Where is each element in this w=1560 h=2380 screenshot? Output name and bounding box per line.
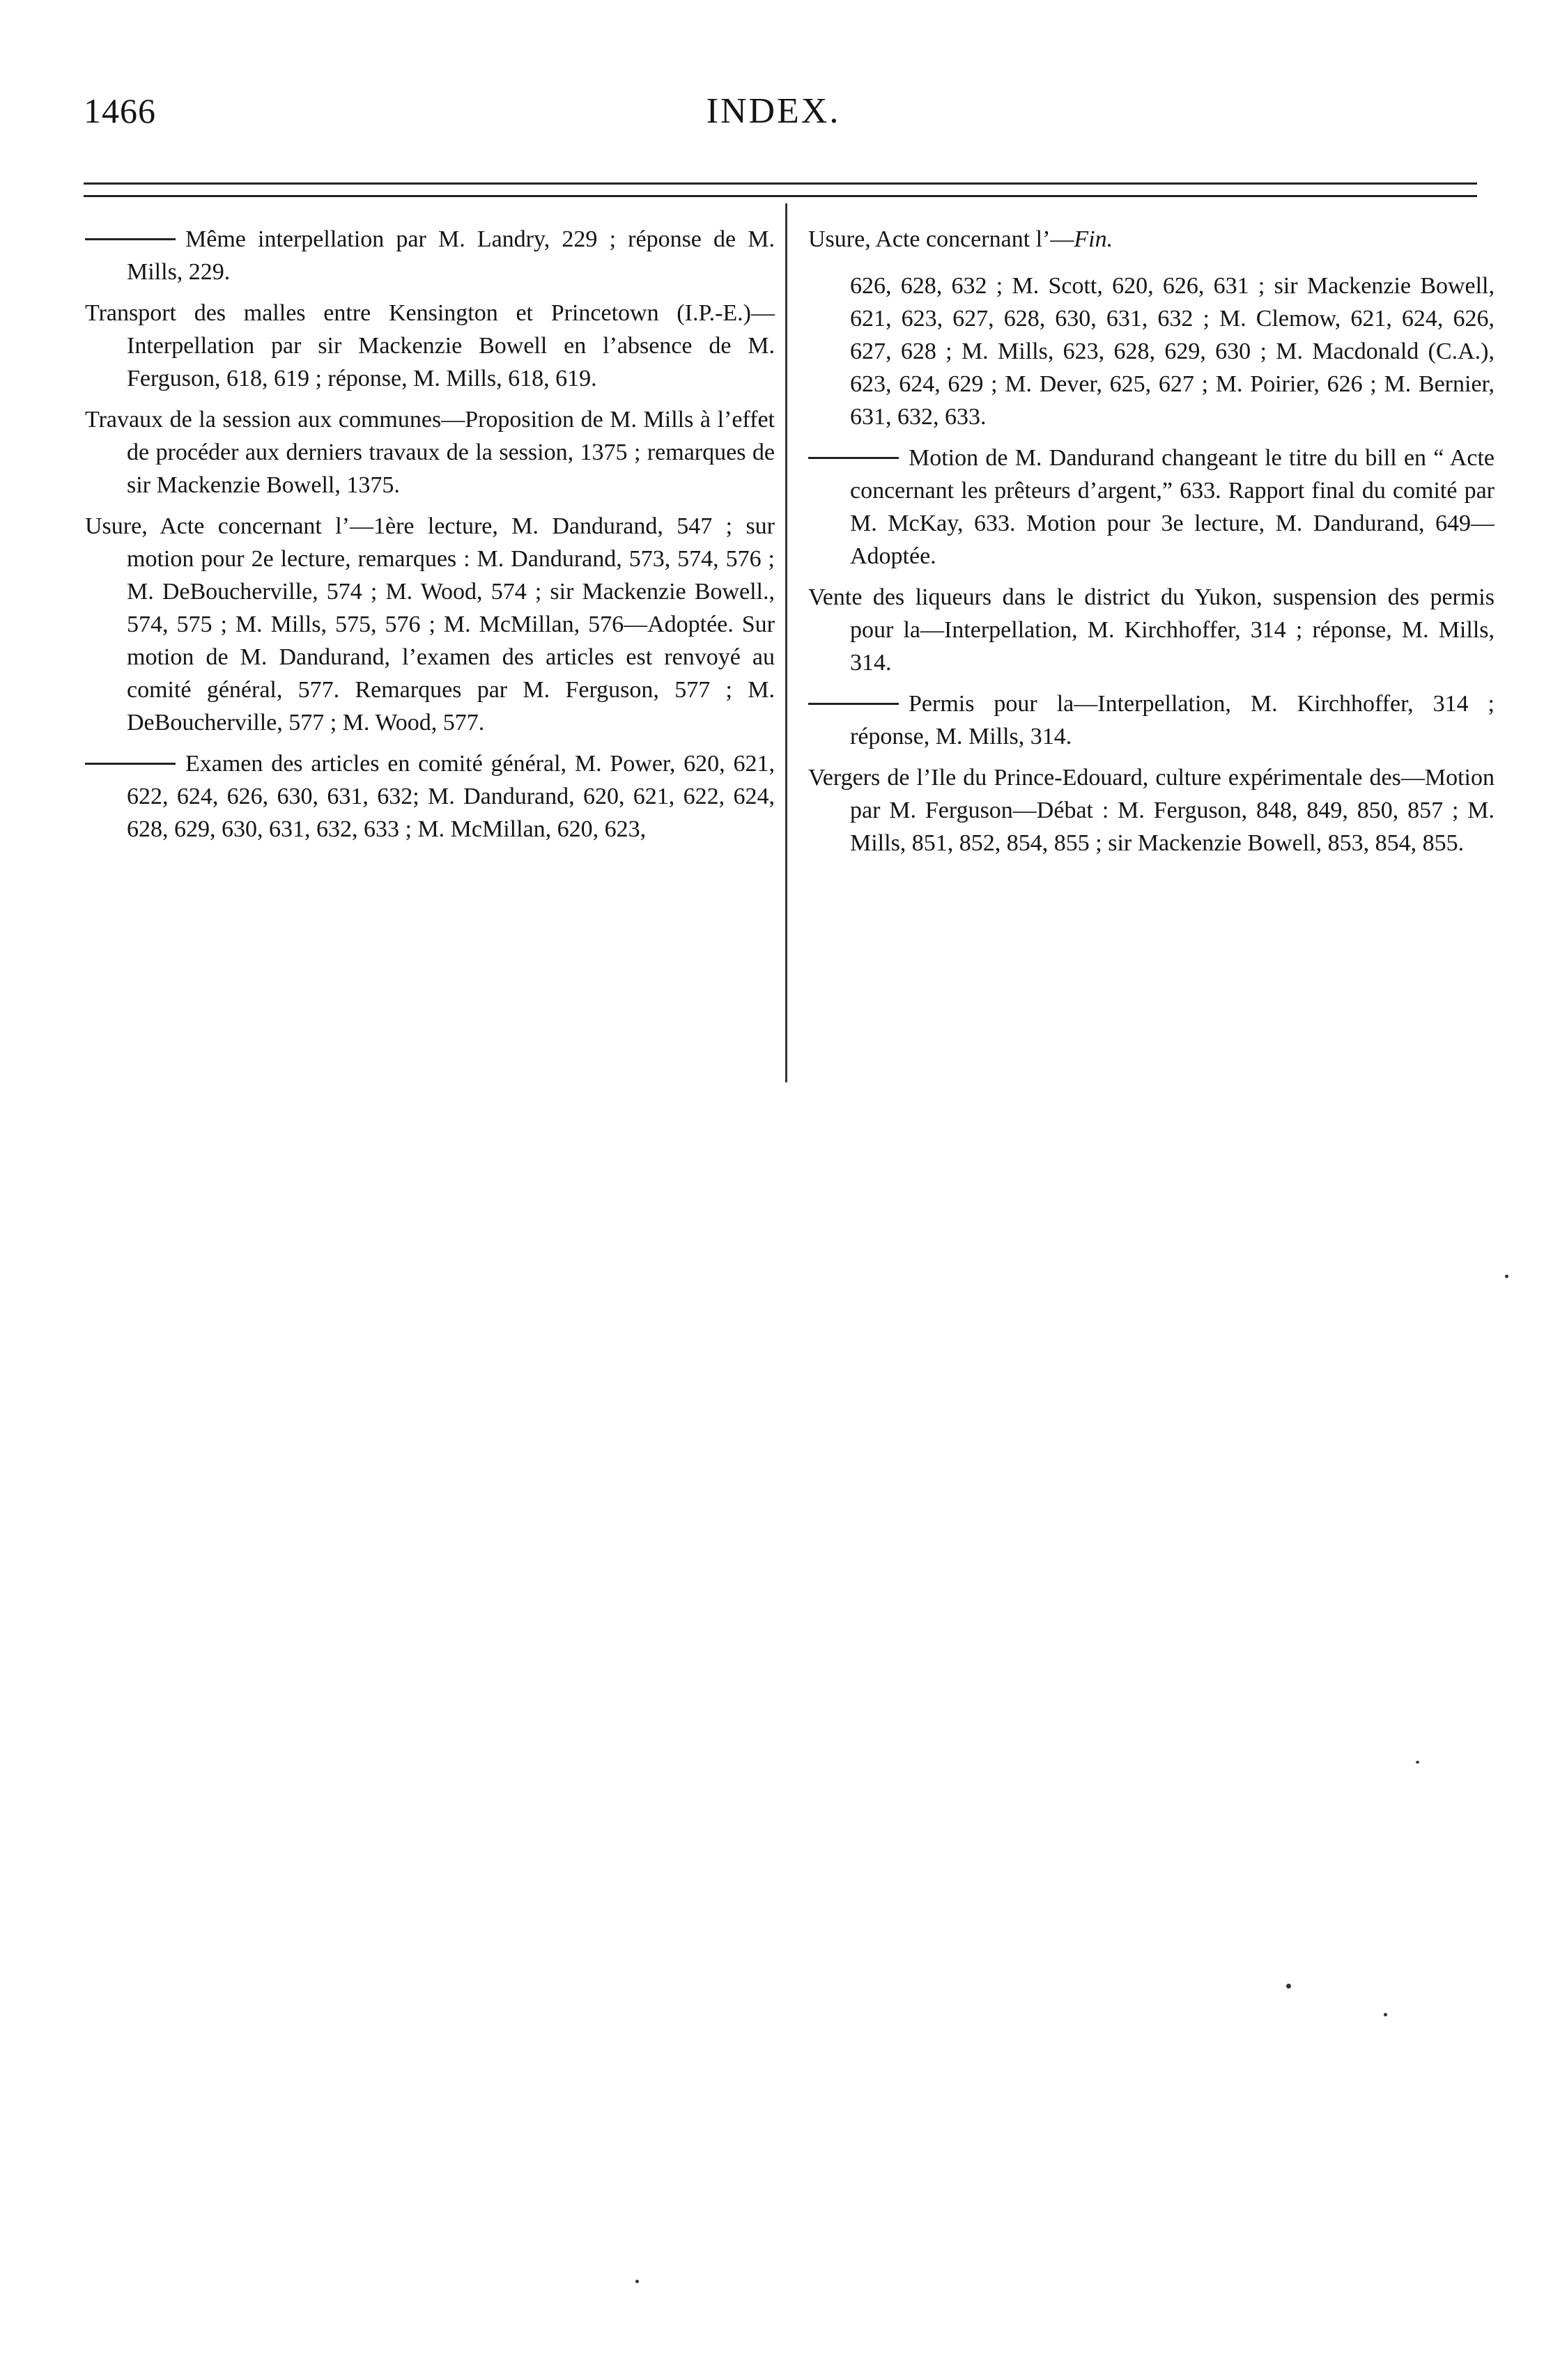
repeat-dash — [808, 703, 899, 705]
running-title: INDEX. — [706, 91, 841, 131]
index-entry — [85, 403, 775, 501]
header-rule-top — [84, 182, 1477, 185]
repeat-dash — [85, 238, 176, 240]
entry-text: Vente des liqueurs dans le district du Yukon, suspension des permis pour la—Interpellation, M. Kirchhoffer, 314 ; réponse, M. Mills, 314. — [808, 584, 1495, 676]
entry-text: Même interpellation par M. Landry, 229 ; réponse de M. Mills, 229. — [127, 226, 775, 285]
continuation-heading — [808, 223, 1495, 256]
scan-speck — [635, 2280, 639, 2283]
column-divider — [785, 203, 787, 1082]
entry-text: Vergers de l’Ile du Prince-Edouard, culture expérimentale des—Motion par M. Ferguson—Débat : M. Ferguson, 848, 849, 850, 857 ; M. Mills, 851, 852, 854, 855 ; sir Mackenzie Bowell, 853, 854, 855. — [808, 765, 1495, 856]
entry-text: Motion de M. Dandurand changeant le titre du bill en “ Acte concernant les prêteurs d’argent,” 633. Rapport final du comité par M. McKay, 633. Motion pour 3e lecture, M. Dandurand, 649—Adoptée. — [850, 445, 1495, 569]
repeat-dash — [85, 763, 176, 765]
index-entry — [808, 581, 1495, 679]
index-subentry — [808, 687, 1495, 753]
header-rule-bottom — [84, 195, 1477, 197]
scan-speck — [1505, 1275, 1508, 1278]
left-column — [85, 223, 775, 854]
entry-text: 626, 628, 632 ; M. Scott, 620, 626, 631 ; sir Mackenzie Bowell, 621, 623, 627, 628, 630, 631, 632 ; M. Clemow, 621, 624, 626, 627, 628 ; M. Mills, 623, 628, 629, 630 ; M. Macdonald (C.A.), 623, 624, 629 ; M. Dever, 625, 627 ; M. Poirier, 626 ; M. Bernier, 631, 632, 633. — [850, 273, 1495, 430]
page-header — [84, 91, 1463, 153]
index-entry — [85, 297, 775, 395]
right-column — [808, 223, 1495, 868]
entry-text: Examen des articles en comité général, M. Power, 620, 621, 622, 624, 626, 630, 631, 632; M. Dandurand, 620, 621, 622, 624, 628, 629, 630, 631, 632, 633 ; M. McMillan, 620, 623, — [127, 751, 775, 842]
page-number: 1466 — [84, 91, 156, 130]
index-subentry — [85, 223, 775, 288]
repeat-dash — [808, 457, 899, 459]
entry-text: Usure, Acte concernant l’—1ère lecture, M. Dandurand, 547 ; sur motion pour 2e lecture, remarques : M. Dandurand, 573, 574, 576 ; M. DeBoucherville, 574 ; M. Wood, 574 ; sir Mackenzie Bowell., 574, 575 ; M. Mills, 575, 576 ; M. McMillan, 576—Adoptée. Sur motion de M. Dandurand, l’examen des articles est renvoyé au comité général, 577. Remarques par M. Ferguson, 577 ; M. DeBoucherville, 577 ; M. Wood, 577. — [85, 513, 775, 736]
scan-speck — [1286, 1984, 1291, 1989]
index-entry — [85, 510, 775, 739]
entry-text: Transport des malles entre Kensington et Princetown (I.P.-E.)—Interpellation par sir Mackenzie Bowell en l’absence de M. Ferguson, 618, 619 ; réponse, M. Mills, 618, 619. — [85, 300, 775, 391]
index-continuation — [808, 270, 1495, 433]
index-subentry — [808, 442, 1495, 573]
index-subentry — [85, 747, 775, 846]
continuation-fin: Fin. — [1074, 226, 1113, 252]
entry-text: Permis pour la—Interpellation, M. Kirchhoffer, 314 ; réponse, M. Mills, 314. — [850, 691, 1495, 749]
scan-speck — [1416, 1761, 1419, 1764]
scan-speck — [1384, 2013, 1387, 2016]
continuation-heading-text: Usure, Acte concernant l’— — [808, 226, 1074, 252]
index-entry — [808, 761, 1495, 860]
entry-text: Travaux de la session aux communes—Proposition de M. Mills à l’effet de procéder aux derniers travaux de la session, 1375 ; remarques de sir Mackenzie Bowell, 1375. — [85, 407, 775, 498]
